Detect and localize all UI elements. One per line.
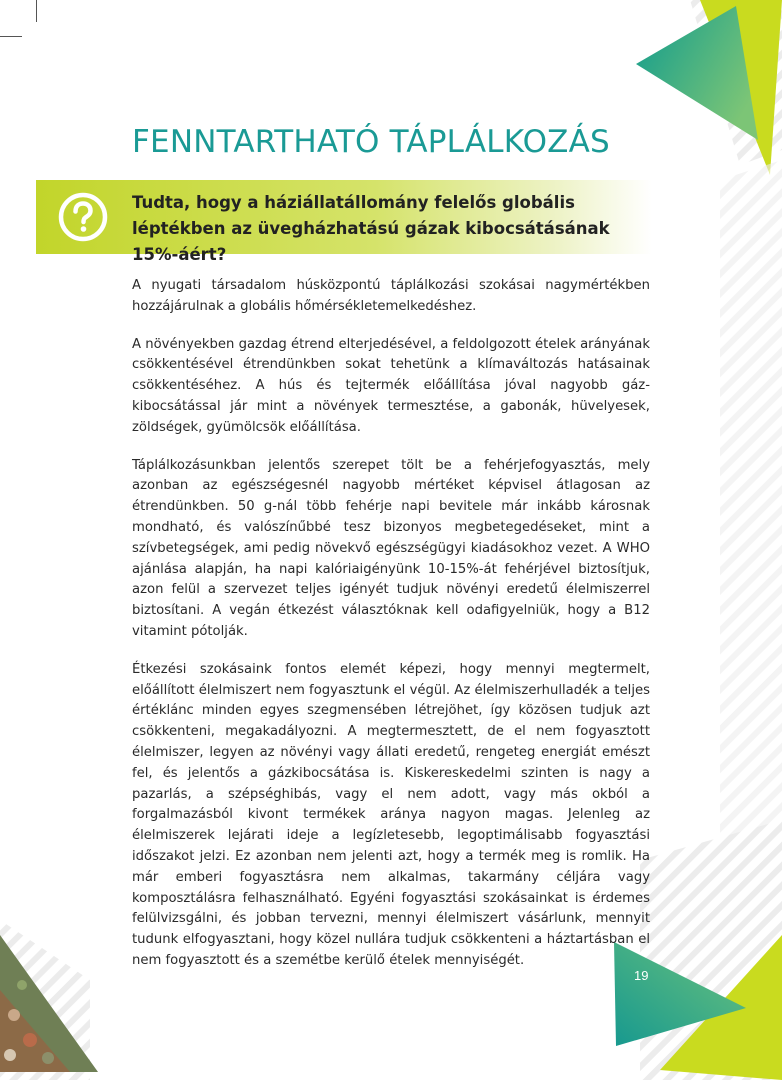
article-body bbox=[132, 276, 650, 989]
paragraph: A növényekben gazdag étrend elterjedésével, a feldolgozott ételek arányának csökkentésével étrendünkben sokat tehetünk a klímaváltozás hatásainak csökkentéséhez. A hús és tejtermék előállítása jóval nagyobb gáz-kibocsátással jár mint a növények termesztése, a gabonák, hüvelyesek, zöldségek, gyümölcsök előállítása. bbox=[132, 336, 650, 435]
paragraph: A nyugati társadalom húsközpontú táplálkozási szokásai nagymértékben hozzájárulnak a globális hőmérsékletemelkedéshez. bbox=[132, 278, 650, 314]
paragraph: Táplálkozásunkban jelentős szerepet tölt be a fehérjefogyasztás, mely azonban az egészségesnél nagyobb mértéket képvisel átlagosan az étrendünkben. 50 g-nál több fehérje napi bevitele már inkább károsnak mondható, és valószínűbbé tesz bizonyos megbetegedéseket, mint a szívbetegségek, ami pedig növekvő egészségügyi kiadásokhoz vezet. A WHO ajánlása alapján, ha napi kalóriaigényünk 10-15%-át fehérjével biztosítjuk, azon felül a szervezet teljes igényét tudjuk növényi eredetű élelmiszerrel biztosítani. A vegán étkezést választóknak kell odafigyelniük, hogy a B12 vitamint pótolják. bbox=[132, 457, 650, 639]
page-title: FENNTARTHATÓ TÁPLÁLKOZÁS bbox=[132, 124, 610, 160]
question-text: Tudta, hogy a háziállatállomány felelős globális léptékben az üvegházhatású gázak kibocsátásának 15%-áért? bbox=[132, 193, 610, 264]
question-mark-circle-icon bbox=[57, 191, 109, 243]
paragraph: Étkezési szokásaink fontos elemét képezi, hogy mennyi megtermelt, előállított élelmiszert nem fogyasztunk el végül. Az élelmiszerhulladék a teljes értéklánc minden egyes szegmensében létrejöhet, így közösen tudjuk azt csökkenteni, megakadályozni. A megtermesztett, de el nem fogyasztott élelmiszer, legyen az növényi vagy állati eredetű, rengeteg energiát emészt fel, és jelentős a gázkibocsátása is. Kiskereskedelmi szinten is nagy a pazarlás, a szépséghibás, vagy el nem adott, vagy más okból a forgalmazásból kivont termékek aránya nagyon magas. Jelenleg az élelmiszerek lejárati ideje a legízletesebb, legoptimálisabb fogyasztási időszakot jelzi. Ez azonban nem jelenti azt, hogy a termék meg is romlik. Ha már emberi fogyasztásra nem alkalmas, takarmány céljára vagy komposztálásra felhasználható. Egyéni fogyasztási szokásainkat is érdemes felülvizsgálni, és jobban tervezni, mennyi élelmiszert vásárlunk, mennyit tudunk elfogyasztani, hogy közel nullára tudjuk csökkenteni a háztartásban el nem fogyasztott és a szemétbe kerülő ételek mennyiségét. bbox=[132, 661, 650, 968]
stripe-panel-right bbox=[720, 160, 782, 920]
page-number: 19 bbox=[634, 968, 649, 983]
